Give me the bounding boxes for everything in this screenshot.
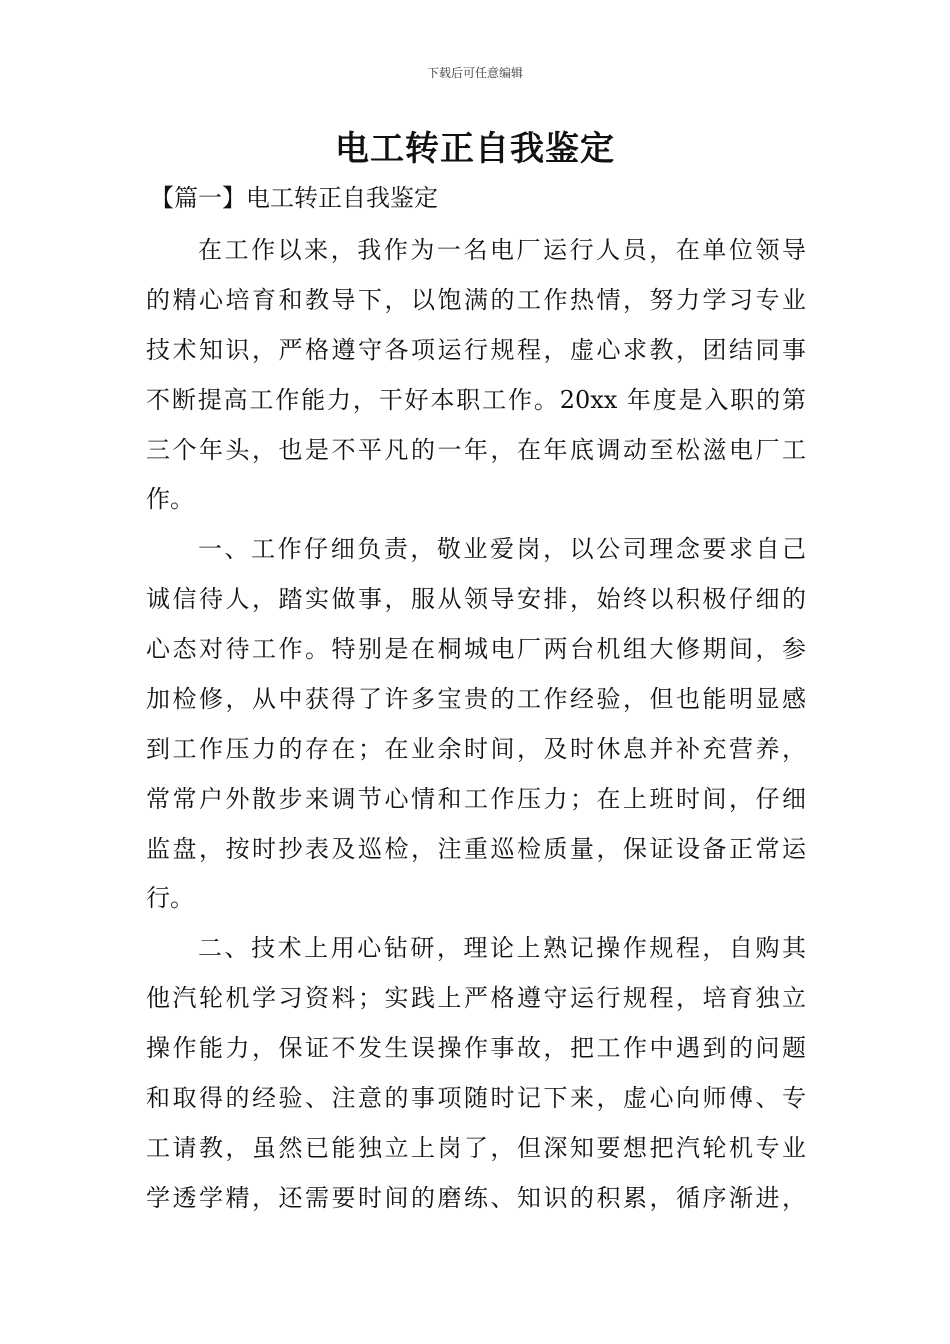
paragraph-3-line-3: 操作能力，保证不发生误操作事故，把工作中遇到的问题 (146, 1034, 806, 1062)
paragraph-2-line-3: 心态对待工作。特别是在桐城电厂两台机组大修期间，参 (146, 635, 806, 663)
paragraph-1-line-4: 不断提高工作能力，干好本职工作。20xx 年度是入职的第 (146, 386, 806, 414)
paragraph-3-line-4: 和取得的经验、注意的事项随时记下来，虚心向师傅、专 (146, 1084, 806, 1112)
paragraph-2-line-7: 监盘，按时抄表及巡检，注重巡检质量，保证设备正常运 (146, 835, 806, 863)
section-heading: 【篇一】电工转正自我鉴定 (150, 184, 438, 212)
paragraph-1-line-3: 技术知识，严格遵守各项运行规程，虚心求教，团结同事 (146, 336, 806, 364)
paragraph-3-line-6: 学透学精，还需要时间的磨练、知识的积累，循序渐进， (146, 1184, 806, 1212)
paragraph-1-line-1: 在工作以来，我作为一名电厂运行人员，在单位领导 (198, 236, 806, 264)
paragraph-2-line-1: 一、工作仔细负责，敬业爱岗，以公司理念要求自己 (198, 535, 806, 563)
header-note: 下载后可任意编辑 (426, 66, 523, 80)
paragraph-2-line-8: 行。 (146, 884, 194, 912)
paragraph-2-line-4: 加检修，从中获得了许多宝贵的工作经验，但也能明显感 (146, 685, 806, 713)
paragraph-1-line-6: 作。 (146, 485, 194, 513)
paragraph-3-line-1: 二、技术上用心钻研，理论上熟记操作规程，自购其 (198, 934, 806, 962)
document-title: 电工转正自我鉴定 (335, 129, 615, 169)
paragraph-2-line-5: 到工作压力的存在；在业余时间，及时休息并补充营养， (146, 735, 806, 763)
paragraph-2-line-6: 常常户外散步来调节心情和工作压力；在上班时间，仔细 (146, 785, 806, 813)
paragraph-3-line-2: 他汽轮机学习资料；实践上严格遵守运行规程，培育独立 (146, 984, 806, 1012)
paragraph-3-line-5: 工请教，虽然已能独立上岗了，但深知要想把汽轮机专业 (146, 1134, 806, 1162)
paragraph-2-line-2: 诚信待人，踏实做事，服从领导安排，始终以积极仔细的 (146, 585, 806, 613)
paragraph-1-line-2: 的精心培育和教导下，以饱满的工作热情，努力学习专业 (146, 286, 806, 314)
paragraph-1-line-5: 三个年头，也是不平凡的一年，在年底调动至松滋电厂工 (146, 436, 806, 464)
